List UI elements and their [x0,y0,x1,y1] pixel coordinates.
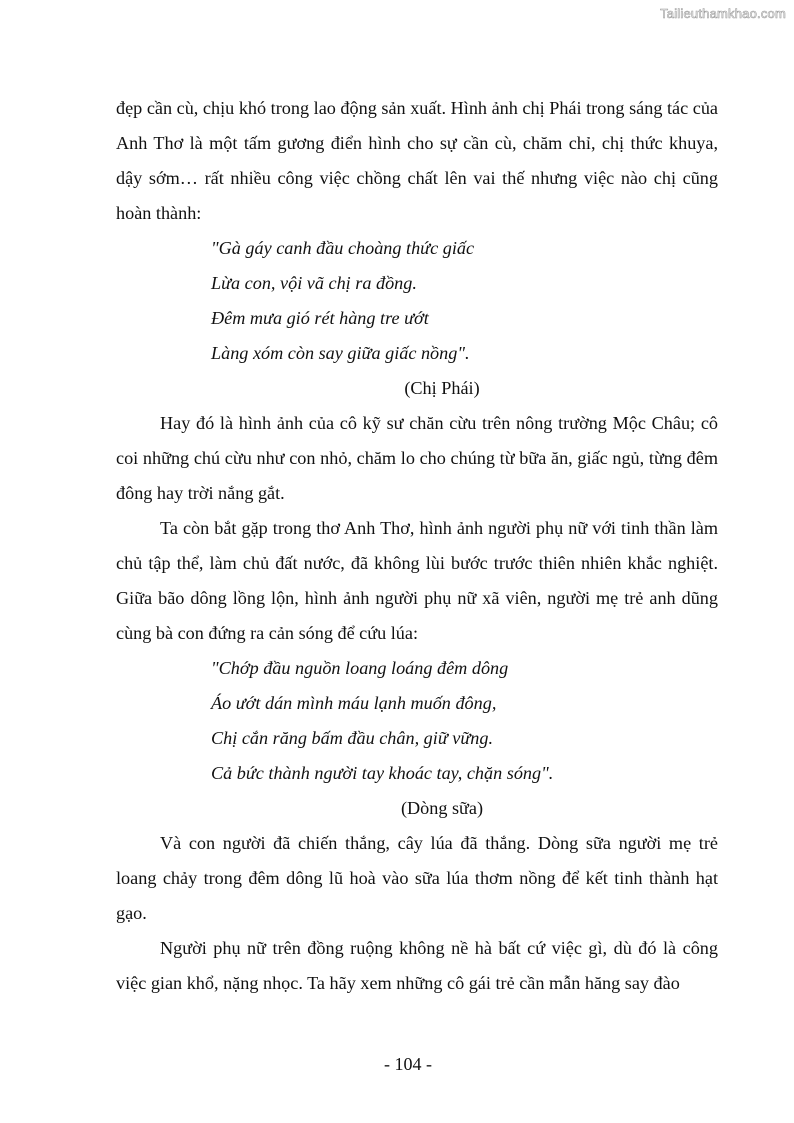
poem-line: "Gà gáy canh đầu choàng thức giấc [211,238,475,258]
poem-line: Áo ướt dán mình máu lạnh muốn đông, [211,693,497,713]
poem-line: Cả bức thành người tay khoác tay, chặn sóng". [211,763,554,783]
poem-line: Đêm mưa gió rét hàng tre ướt [211,308,429,328]
poem-line: Chị cắn răng bấm đầu chân, giữ vững. [211,728,494,748]
watermark-text: Tailieuthamkhao.com [660,6,786,21]
paragraph-4: Và con người đã chiến thắng, cây lúa đã thắng. Dòng sữa người mẹ trẻ loang chảy trong đêm dông lũ hoà vào sữa lúa thơm nồng để kết tinh thành hạt gạo. [116,833,718,923]
poem-attribution: (Dòng sữa) [400,798,484,818]
paragraph-2: Hay đó là hình ảnh của cô kỹ sư chăn cừu trên nông trường Mộc Châu; cô coi những chú cừu như con nhỏ, chăm lo cho chúng từ bữa ăn, giấc ngủ, từng đêm đông hay trời nắng gắt. [116,413,718,503]
page-number: - 104 - [384,1054,432,1074]
paragraph-1: đẹp cần cù, chịu khó trong lao động sản xuất. Hình ảnh chị Phái trong sáng tác của Anh Thơ là một tấm gương điển hình cho sự cần cù, chăm chỉ, chị thức khuya, dậy sớm… rất nhiều công việc chồng chất lên vai thế nhưng việc nào chị cũng hoàn thành: [116,98,718,223]
poem-dong-sua [116,651,718,791]
page-body [116,91,718,1001]
poem-line: Làng xóm còn say giữa giấc nồng". [211,343,470,363]
paragraph-5: Người phụ nữ trên đồng ruộng không nề hà bất cứ việc gì, dù đó là công việc gian khổ, nặng nhọc. Ta hãy xem những cô gái trẻ cần mẫn hăng say đào [116,938,718,993]
paragraph-3: Ta còn bắt gặp trong thơ Anh Thơ, hình ảnh người phụ nữ với tinh thần làm chủ tập thể, làm chủ đất nước, đã không lùi bước trước thiên nhiên khắc nghiệt. Giữa bão dông lồng lộn, hình ảnh người phụ nữ xã viên, người mẹ trẻ anh dũng cùng bà con đứng ra cản sóng để cứu lúa: [116,518,718,643]
poem-attribution: (Chị Phái) [404,378,480,398]
poem-line: Lừa con, vội vã chị ra đồng. [211,273,417,293]
poem-line: "Chớp đầu nguồn loang loáng đêm dông [211,658,509,678]
poem-chi-phai [116,231,718,371]
